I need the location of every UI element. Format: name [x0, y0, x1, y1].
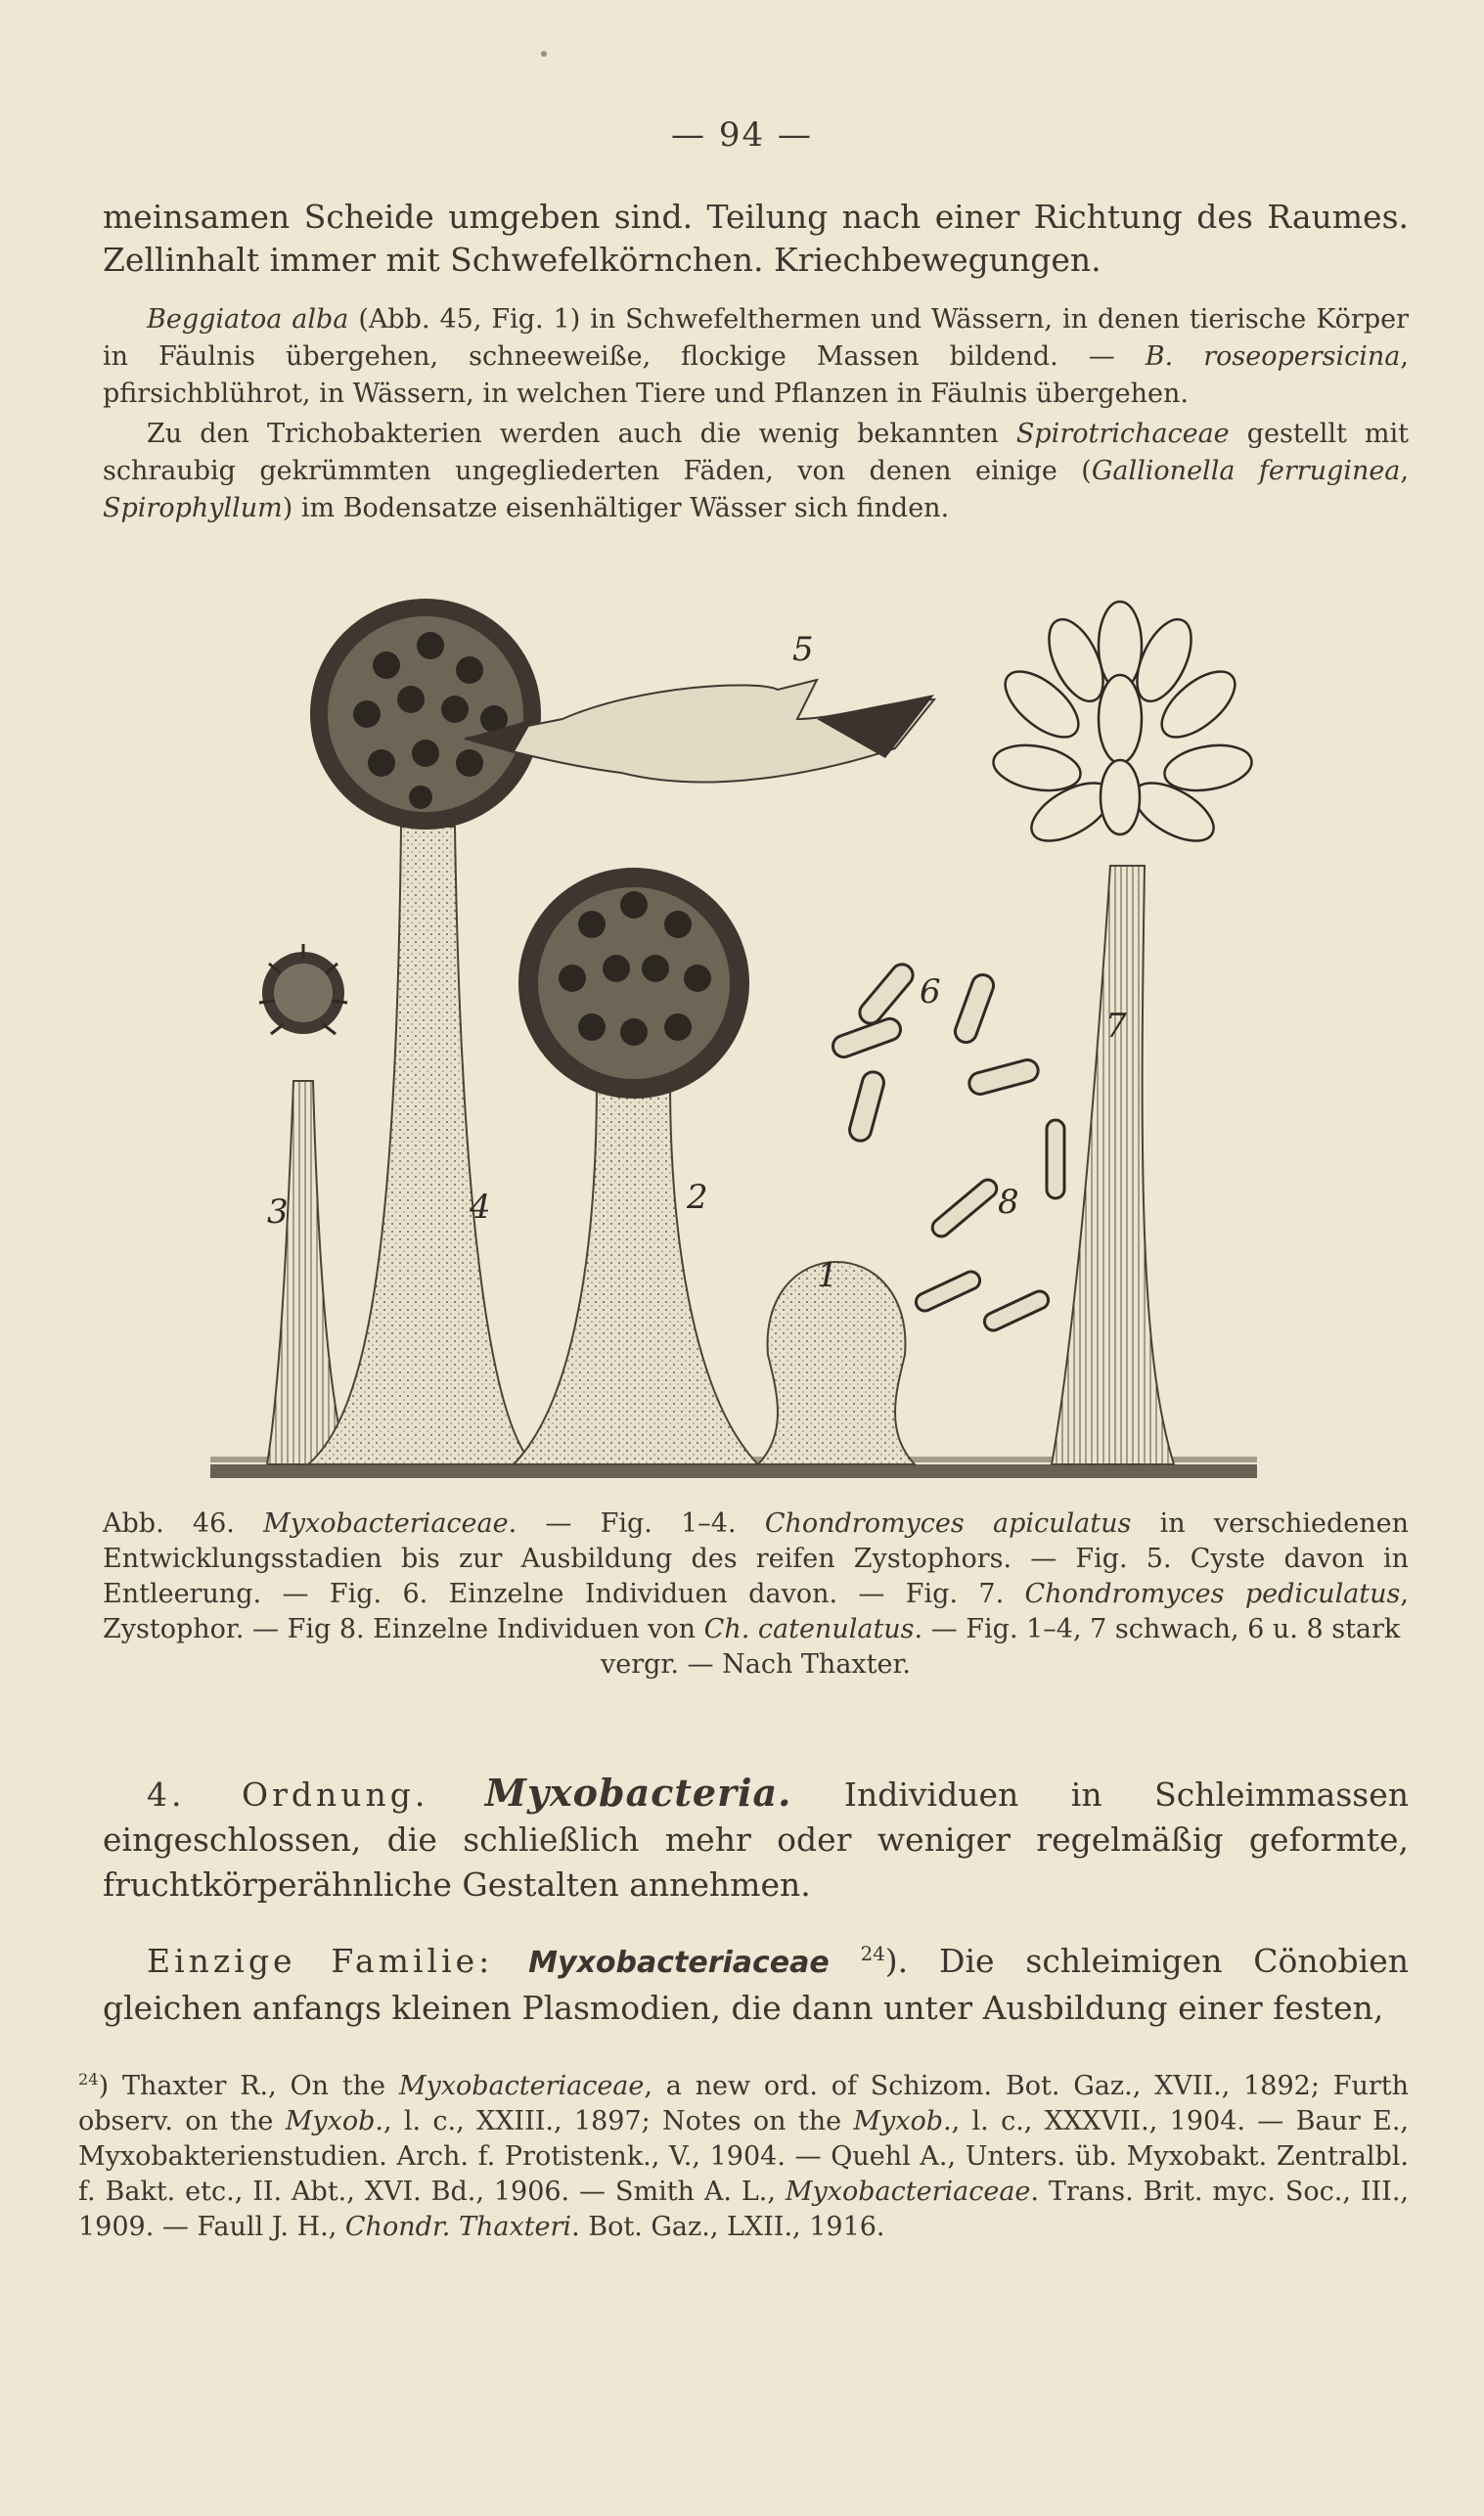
- caption-species-1: Chondromyces apiculatus: [764, 1508, 1132, 1539]
- species-spirophyllum: Spirophyllum: [103, 493, 283, 523]
- intro-paragraph: [103, 196, 1409, 282]
- fig-8-individuals: [913, 1120, 1064, 1333]
- footnote-number: 24: [78, 2070, 99, 2089]
- page-number: — 94 —: [671, 115, 813, 155]
- fig-label-5: 5: [792, 630, 814, 669]
- caption-species-2: Chondromyces pediculatus: [1024, 1579, 1401, 1609]
- species-gallionella: Gallionella ferruginea: [1091, 456, 1401, 486]
- footnote-text-6: . Bot. Gaz., LXII., 1916.: [571, 2212, 885, 2242]
- myxobacteria-illustration: [210, 572, 1267, 1506]
- fig-label-8: 8: [998, 1183, 1019, 1222]
- footnote-text-1: ) Thaxter R., On the: [98, 2071, 399, 2101]
- trichobacteria-paragraph: [103, 416, 1409, 527]
- footnote-text-4: , l. c., XXXVII., 1904. — Baur E., Myxobakterienstudien. Arch. f. Protistenk., V., 1904. — Quehl A., Unters. üb. Myxobakt. Zentralbl. f. Bakt. etc., II. Abt., XVI. Bd., 1906. — Smith A. L.,: [78, 2106, 1409, 2207]
- order-text: Individuen in Schleimmassen eingeschlossen, die schließlich mehr oder weniger regelmäßig geformte, fruchtkörperähnliche Gestalten annehmen.: [103, 1775, 1409, 1904]
- beggiatoa-paragraph: [103, 301, 1409, 413]
- family-name: Myxobacteriaceae: [528, 1946, 830, 1980]
- family-prefix: Einzige Familie:: [147, 1942, 529, 1980]
- para1-text-1: (Abb. 45, Fig. 1) in Schwefelthermen und Wässern, in denen tierische Körper in Fäulnis übergehen, schneeweiße, flockige Massen bildend. —: [103, 304, 1409, 372]
- para2-text-1: Zu den Trichobakterien werden auch die wenig bekannten: [147, 419, 1016, 449]
- fig-2-cystophore: [514, 868, 758, 1464]
- para2-text-2: gestellt mit schraubig gekrümmten ungegliederten Fäden, von denen einige (: [103, 419, 1409, 486]
- footnote-italic-5: Chondr. Thaxteri: [344, 2212, 572, 2242]
- intro-line-1: meinsamen Scheide umgeben sind. Teilung nach einer Richtung des Raumes.: [103, 198, 1409, 236]
- caption-text-4: . — Fig. 1–4, 7 schwach, 6 u. 8 stark: [914, 1614, 1401, 1644]
- footnote-italic-2: Myxob.: [285, 2106, 383, 2136]
- species-roseopersicina: B. roseopersicina: [1145, 341, 1401, 372]
- fig-label-1: 1: [817, 1256, 838, 1295]
- caption-family: Myxobacteriaceae: [263, 1508, 509, 1539]
- ink-speck: [541, 51, 547, 57]
- footnote-text-2: , a new ord. of Schizom. Bot. Gaz., XVII., 1892; Furth observ. on the: [78, 2071, 1410, 2136]
- para2-separator: ,: [1400, 456, 1410, 486]
- fig-label-2: 2: [687, 1178, 708, 1217]
- caption-last-line: vergr. — Nach Thaxter.: [601, 1649, 911, 1680]
- order-paragraph: [103, 1771, 1409, 1908]
- order-name: Myxobacteria.: [484, 1771, 792, 1815]
- caption-text-3: , Zystophor. — Fig 8. Einzelne Individuen von: [103, 1579, 1409, 1644]
- footnote-italic-1: Myxobacteriaceae: [398, 2071, 645, 2101]
- caption-text-2: in verschiedenen Entwicklungsstadien bis zur Ausbildung des reifen Zystophors. — Fig. 5. Cyste davon in Entleerung. — Fig. 6. Einzelne Individuen davon. — Fig. 7.: [103, 1508, 1409, 1609]
- illustration-svg: [210, 572, 1267, 1506]
- footnote-italic-4: Myxobacteriaceae: [785, 2177, 1031, 2207]
- caption-species-3: Ch. catenulatus: [703, 1614, 915, 1644]
- footnote-ref: 24: [860, 1943, 885, 1965]
- species-beggiatoa-alba: Beggiatoa alba: [147, 304, 349, 335]
- footnote-text-5: . Trans. Brit. myc. Soc., III., 1909. — Faull J. H.,: [78, 2177, 1409, 2242]
- fig-label-7: 7: [1105, 1007, 1127, 1046]
- fig-label-3: 3: [267, 1192, 289, 1232]
- para2-text-3: ) im Bodensatze eisenhältiger Wässer sich finden.: [282, 493, 950, 523]
- fig-label-4: 4: [470, 1188, 491, 1227]
- order-prefix: 4. Ordnung.: [147, 1775, 485, 1814]
- footnote-italic-3: Myxob.: [853, 2106, 952, 2136]
- caption-text-1: . — Fig. 1–4.: [508, 1508, 765, 1539]
- para1-text-2: , pfirsichblührot, in Wässern, in welchen Tiere und Pflanzen in Fäulnis übergehen.: [103, 341, 1409, 409]
- family-text: ). Die schleimigen Cönobien gleichen anfangs kleinen Plasmodien, die dann unter Ausbildung einer festen,: [103, 1942, 1410, 2027]
- footnote: [78, 2062, 1409, 2245]
- footnote-text-3: , l. c., XXIII., 1897; Notes on the: [382, 2106, 854, 2136]
- fig-label-6: 6: [920, 972, 941, 1011]
- figure-caption: [103, 1506, 1409, 1683]
- intro-line-2: Zellinhalt immer mit Schwefelkörnchen. Kriechbewegungen.: [103, 241, 1102, 279]
- family-spirotrichaceae: Spirotrichaceae: [1015, 419, 1230, 449]
- family-paragraph: [103, 1932, 1409, 2031]
- caption-prefix: Abb. 46.: [103, 1508, 264, 1539]
